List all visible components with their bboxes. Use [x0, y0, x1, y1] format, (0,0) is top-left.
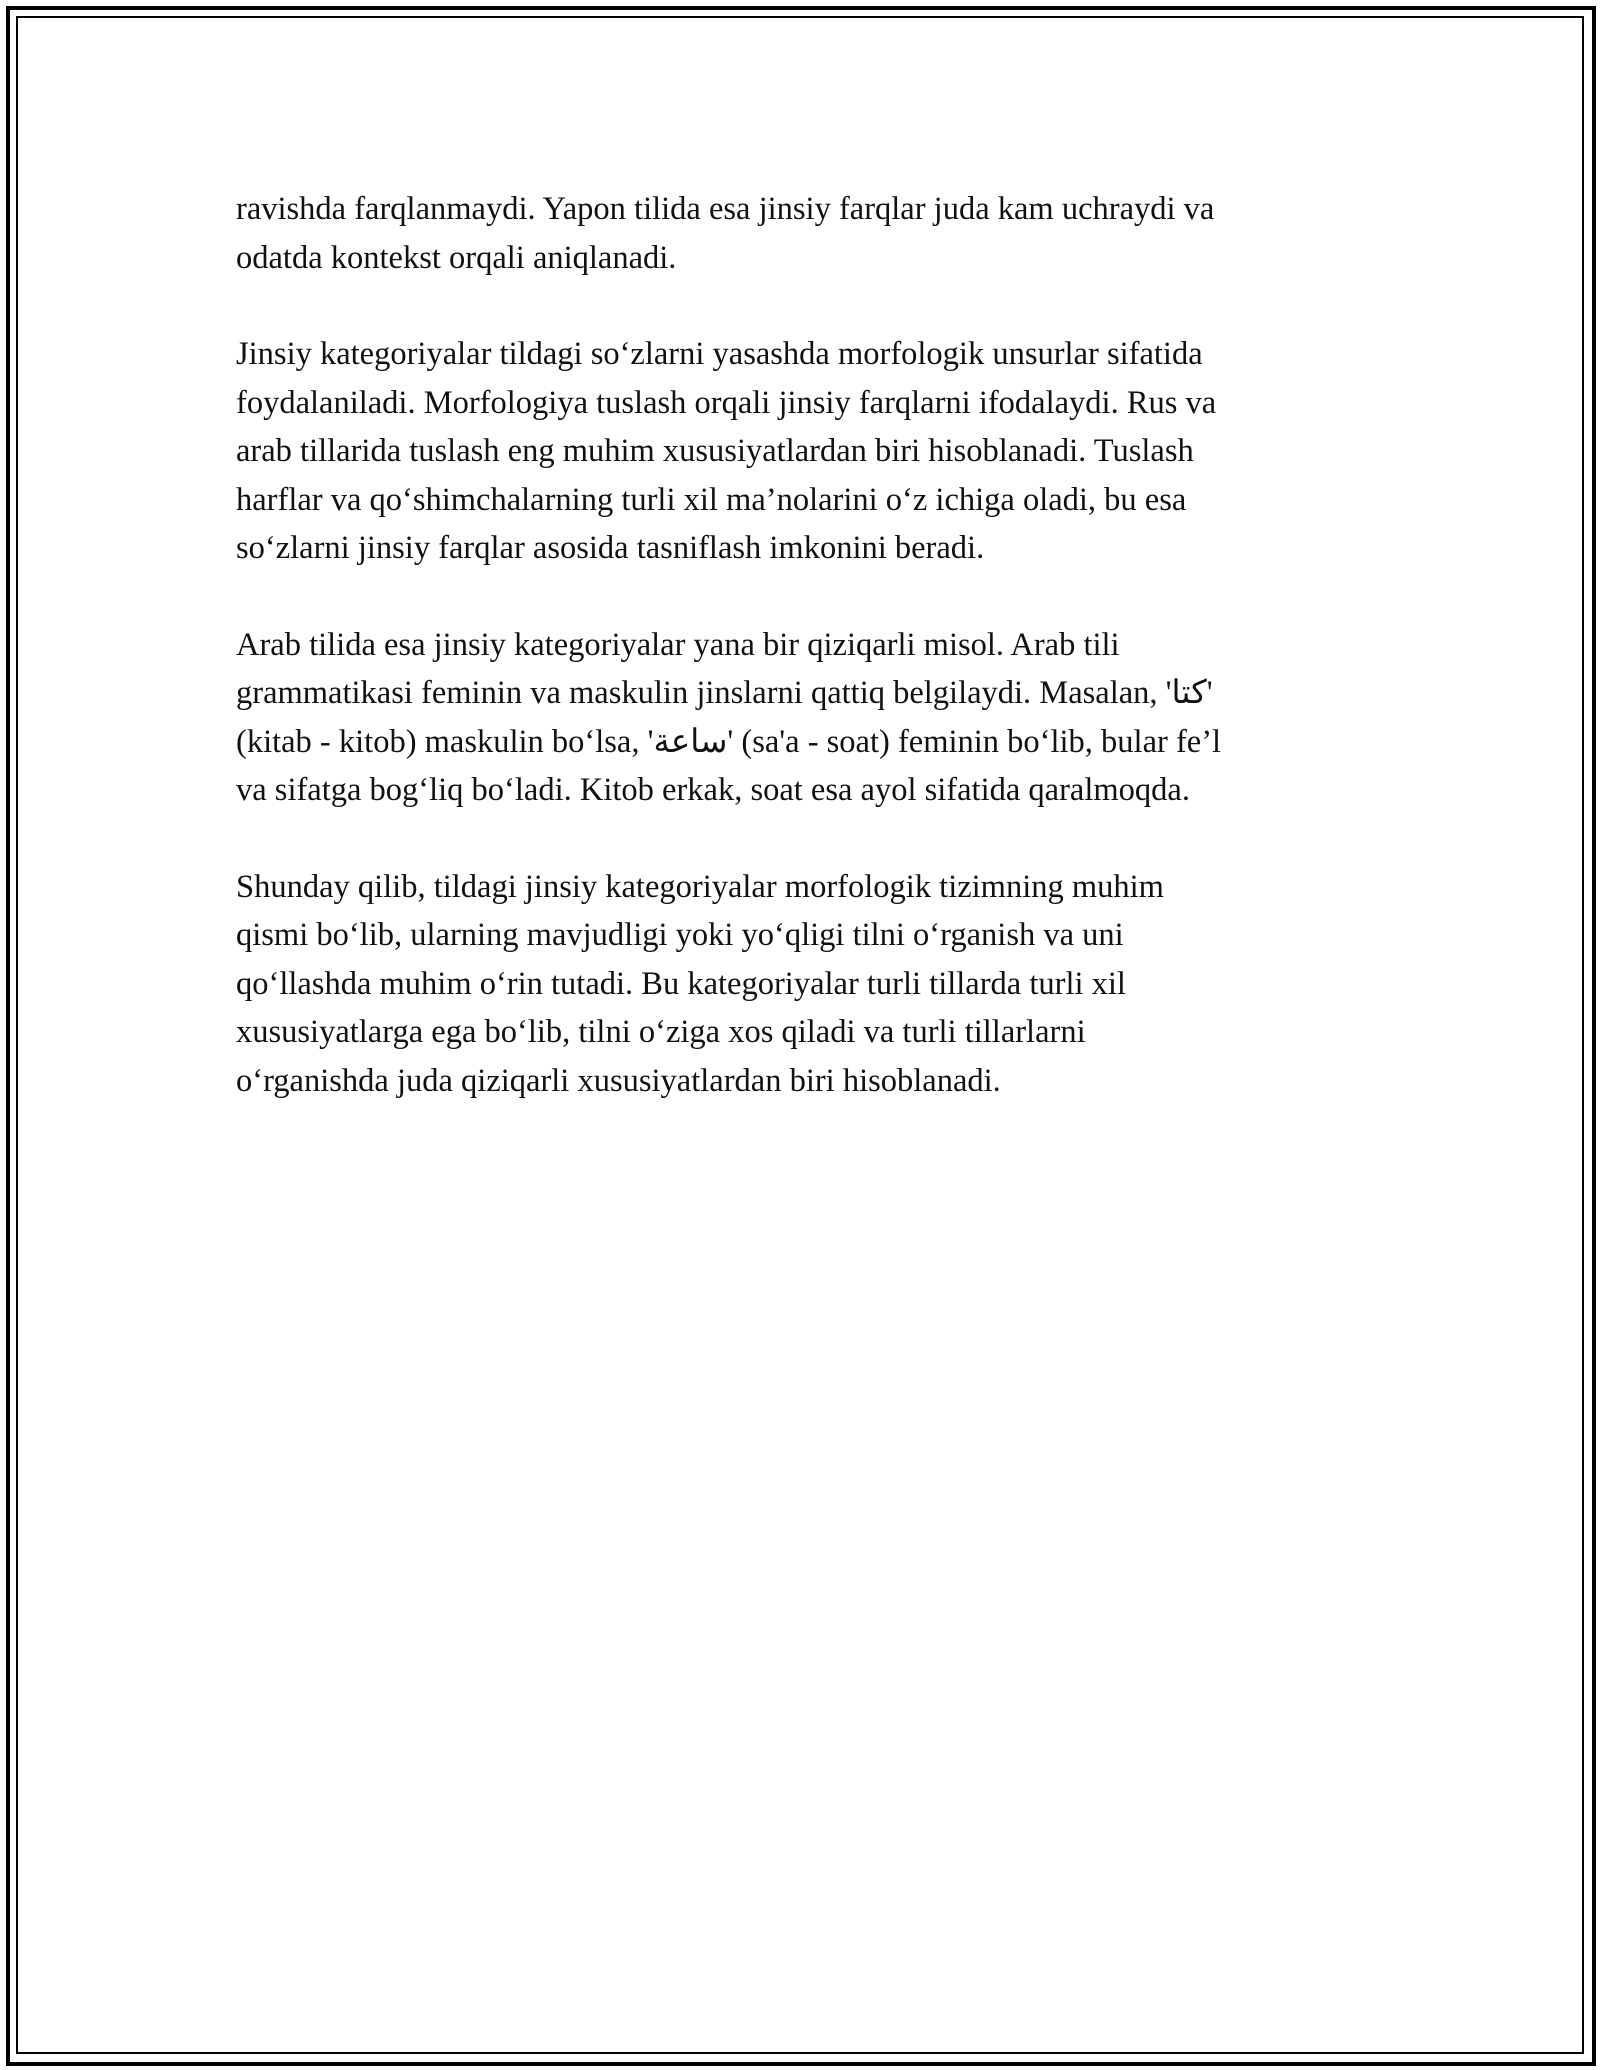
text-line: harflar va qo‘shimchalarning turli xil ma’nolarini o‘z ichiga oladi, bu esa: [236, 481, 1187, 518]
text-line: Jinsiy kategoriyalar tildagi so‘zlarni yasashda morfologik unsurlar sifatida: [236, 336, 1203, 372]
paragraph-3: [236, 621, 1366, 815]
text-line: qo‘llashda muhim o‘rin tutadi. Bu kategoriyalar turli tillarda turli xil: [236, 965, 1126, 1002]
text-line: qismi bo‘lib, ularning mavjudligi yoki yo‘qligi tilni o‘rganish va uni: [236, 917, 1124, 953]
text-line: grammatikasi feminin va maskulin jinslarni qattiq belgilaydi. Masalan, 'كتا': [236, 675, 1213, 711]
text-line: foydalaniladi. Morfologiya tuslash orqali jinsiy farqlarni ifodalaydi. Rus va: [236, 384, 1217, 421]
document-body: [236, 185, 1366, 1153]
paragraph-2: [236, 330, 1366, 573]
text-line: so‘zlarni jinsiy farqlar asosida tasniflash imkonini beradi.: [236, 530, 985, 566]
text-line: ravishda farqlanmaydi. Yapon tilida esa jinsiy farqlar juda kam uchraydi va: [236, 191, 1215, 227]
text-line: odatda kontekst orqali aniqlanadi.: [236, 239, 677, 276]
text-line: Shunday qilib, tildagi jinsiy kategoriyalar morfologik tizimning muhim: [236, 868, 1164, 905]
text-line: Arab tilida esa jinsiy kategoriyalar yana bir qiziqarli misol. Arab tili: [236, 626, 1120, 663]
paragraph-1: [236, 185, 1366, 282]
text-line: va sifatga bog‘liq bo‘ladi. Kitob erkak, soat esa ayol sifatida qaralmoqda.: [236, 772, 1190, 808]
text-line: xususiyatlarga ega bo‘lib, tilni o‘ziga xos qiladi va turli tillarlarni: [236, 1014, 1086, 1050]
text-line: (kitab - kitob) maskulin bo‘lsa, 'ساعة' (sa'a - soat) feminin bo‘lib, bular fe’l: [236, 723, 1222, 760]
paragraph-4: [236, 863, 1366, 1106]
text-line: arab tillarida tuslash eng muhim xususiyatlardan biri hisoblanadi. Tuslash: [236, 433, 1194, 469]
text-line: o‘rganishda juda qiziqarli xususiyatlardan biri hisoblanadi.: [236, 1062, 1001, 1099]
